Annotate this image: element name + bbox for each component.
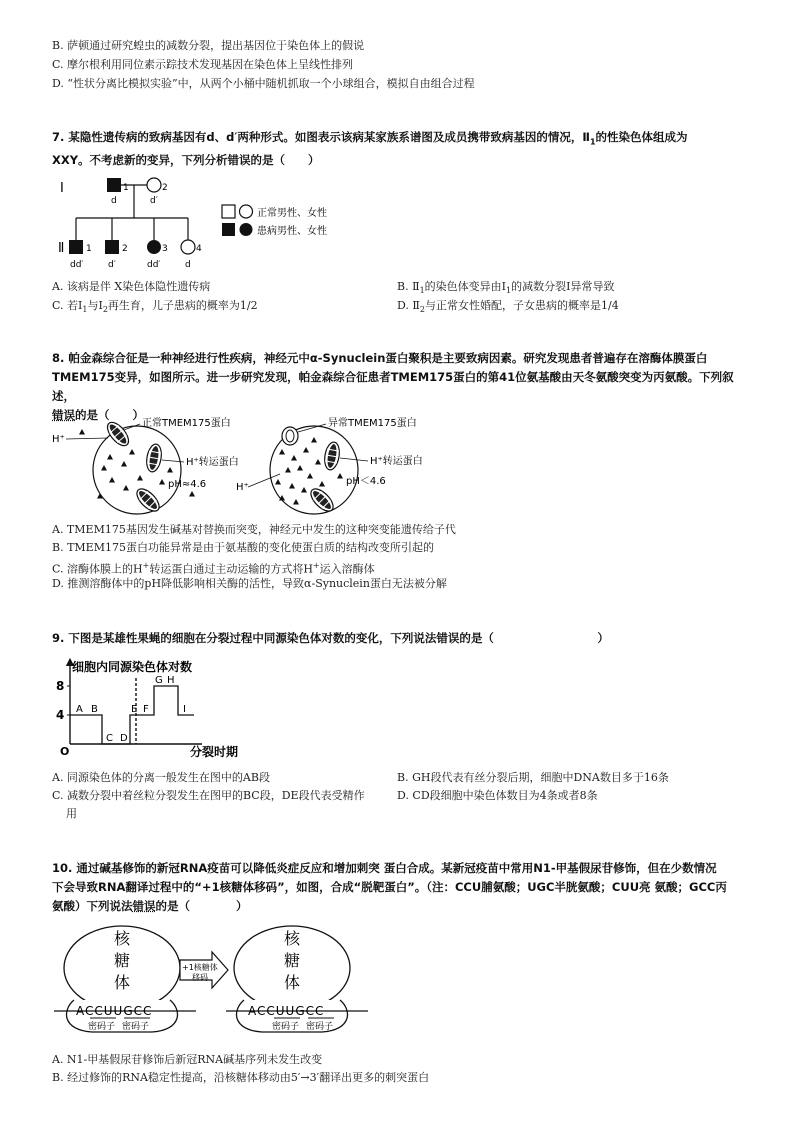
ii1-affected-male [69, 240, 83, 254]
segment-label-G: G [155, 675, 163, 686]
mrna-seq-left: ACCUUGCC [76, 1004, 153, 1018]
prev-option-b: B. 萨顿通过研究蝗虫的减数分裂，提出基因位于染色体上的假说 [52, 39, 365, 52]
h-transporter-label-right: H⁺转运蛋白 [370, 456, 423, 467]
i1-number: 1 [123, 183, 129, 193]
ribo-char-2-right: 糖 [284, 951, 301, 970]
q8-option-b: B. TMEM175蛋白功能异常是由于氨基酸的变化使蛋白质的结构改变所引起的 [52, 541, 434, 554]
gen-label-1: I [60, 181, 64, 196]
i2-normal-female [147, 178, 161, 192]
ii4-number: 4 [196, 244, 202, 254]
arrow-label-2: 移码 [192, 973, 208, 982]
q10-stem-line2: 下会导致RNA翻译过程中的“+1核糖体移码”，如图，合成“脱靶蛋白”。（注：CCU脯氨酸；UGC半胱氨酸；CUU亮 氨酸；GCC丙 [52, 880, 727, 894]
segment-label-B: B [91, 704, 98, 715]
q8-stem-line2: TMEM175变异，如图所示。进一步研究发现，帕金森综合征患者TMEM175蛋白的第41位氨基酸由天冬氨酸突变为丙氨酸。下列叙述， [52, 370, 734, 403]
q10-ribosome-figure [52, 918, 382, 1040]
q9-option-b: B. GH段代表有丝分裂后期，细胞中DNA数目多于16条 [397, 771, 669, 784]
abnormal-tmem175-channel [282, 427, 298, 445]
x-axis-label: 分裂时期 [190, 745, 239, 758]
ribo-char-3-left: 体 [114, 973, 131, 992]
i2-gene: d′ [150, 196, 158, 206]
q8-option-a: A. TMEM175基因发生碱基对替换而突变，神经元中发生的这种突变能遗传给子代 [52, 523, 456, 536]
i1-gene: d [111, 196, 117, 206]
normal-tmem175-label: 正常TMEM175蛋白 [142, 418, 231, 429]
legend-affected-label: 患病男性、女性 [257, 226, 327, 237]
q7-stem-line2: XXY。不考虑新的变异，下列分析错误的是（ ） [52, 153, 320, 168]
q8-option-d: D. 推测溶酶体中的pH降低影响相关酶的活性，导致α-Synuclein蛋白无法被分解 [52, 577, 447, 590]
q10-stem-line3b: 的是（ ） [155, 899, 248, 913]
ribo-char-3-right: 体 [284, 973, 301, 992]
legend-affected-male [222, 223, 235, 236]
y-ticks [56, 679, 70, 722]
segment-labels [76, 675, 186, 744]
q7-stem-part2: 的性染色体组成为 [595, 130, 688, 144]
h-ion-label-right: H⁺ [236, 482, 249, 493]
legend-normal-female [240, 205, 253, 218]
q7-stem-part1: 7. 某隐性遗传病的致病基因有d、d′两种形式。如图表示该病某家族系谱图及成员携带致病基因的情况，Ⅱ [52, 130, 590, 144]
q10-stem [52, 859, 752, 916]
mrna-seq-right: ACCUUGCC [248, 1004, 325, 1018]
q9-option-c-line1: C. 减数分裂中着丝粒分裂发生在图甲的BC段，DE段代表受精作 [52, 789, 365, 802]
q8-stem-line3: 的是（ ） [75, 408, 144, 422]
q9-stem: 9. 下图是某雄性果蝇的细胞在分裂过程中同源染色体对数的变化，下列说法错误的是（ ） [52, 631, 609, 645]
abnormal-tmem175-label: 异常TMEM175蛋白 [328, 418, 417, 429]
q8-stem-error-word: 错误 [52, 408, 75, 422]
segment-label-D: D [120, 733, 128, 744]
origin-label: O [60, 745, 70, 758]
ii1-gene: dd′ [70, 260, 84, 270]
prev-option-c: C. 摩尔根利用同位素示踪技术发现基因在染色体上呈线性排列 [52, 58, 354, 71]
ph-label-right: pH＜4.6 [346, 476, 386, 487]
codon-label-right-2: 密码子 [306, 1022, 334, 1032]
q9-chromosome-chart [52, 658, 272, 758]
legend-normal-label: 正常男性、女性 [257, 208, 327, 219]
ii2-affected-male [105, 240, 119, 254]
ii1-number: 1 [86, 244, 92, 254]
codon-label-left-1: 密码子 [88, 1022, 116, 1032]
ribo-char-1-right: 核 [284, 929, 301, 948]
q7-stem-sub: 1 [589, 137, 596, 147]
q7-option-a: A. 该病是伴 X染色体隐性遗传病 [52, 280, 211, 293]
q9-option-d: D. CD段细胞中染色体数目为4条或者8条 [397, 789, 598, 802]
q8-stem-line1: 8. 帕金森综合征是一种神经进行性疾病，神经元中α-Synuclein蛋白聚积是主要致病因素。研究发现患者普遍存在溶酶体膜蛋白 [52, 351, 708, 365]
segment-label-E: E [131, 704, 138, 715]
q7-option-c: C. 若$Ⅰ_1$与$Ⅰ_2$再生育，儿子患病的概率为1/2 [52, 299, 258, 315]
prev-option-d: D. “性状分离比模拟实验”中，从两个小桶中随机抓取一个小球组合，模拟自由组合过程 [52, 77, 475, 90]
q7-option-b: B. $Ⅱ_1$的染色体变异由$Ⅰ_1$的减数分裂Ⅰ异常导致 [397, 280, 615, 296]
h-ion-label-left: H⁺ [52, 434, 65, 445]
legend-affected-female [240, 223, 253, 236]
q9-option-c-line2: 用 [66, 807, 77, 820]
segment-label-H: H [167, 675, 175, 686]
y-tick-label-8: 8 [56, 679, 65, 693]
q10-stem-line3a: 氨酸）下列说法 [52, 899, 133, 913]
ii3-affected-female [147, 240, 161, 254]
gen-label-2: Ⅱ [58, 241, 65, 256]
segment-label-A: A [76, 704, 83, 715]
q8-lysosome-figure [52, 412, 452, 524]
q10-stem-line1: 10. 通过碱基修饰的新冠RNA疫苗可以降低炎症反应和增加刺突 蛋白合成。某新冠疫苗中常用N1-甲基假尿苷修饰，但在少数情况 [52, 861, 717, 875]
ribo-char-1-left: 核 [114, 929, 131, 948]
i2-number: 2 [162, 183, 168, 193]
chart-series-line [70, 686, 194, 744]
ii2-gene: d′ [108, 260, 116, 270]
y-tick-label-4: 4 [56, 708, 65, 722]
ii4-gene: d [185, 260, 191, 270]
ii4-normal-female [181, 240, 195, 254]
i1-affected-male [107, 178, 121, 192]
ii3-gene: dd′ [147, 260, 161, 270]
segment-label-F: F [143, 704, 149, 715]
h-transporter-label-left: H⁺转运蛋白 [186, 457, 239, 468]
q7-stem [52, 128, 752, 170]
q10-stem-error-word: 错误 [132, 899, 156, 913]
ph-label-left: pH≈4.6 [168, 479, 207, 490]
q10-option-a: A. N1-甲基假尿苷修饰后新冠RNA碱基序列未发生改变 [52, 1053, 323, 1066]
q7-pedigree-figure [52, 170, 352, 275]
codon-label-right-1: 密码子 [272, 1022, 300, 1032]
codon-label-left-2: 密码子 [122, 1022, 150, 1032]
q7-option-d: D. $Ⅱ_2$与正常女性婚配，子女患病的概率是1/4 [397, 299, 619, 315]
ribo-char-2-left: 糖 [114, 951, 131, 970]
ii2-number: 2 [122, 244, 128, 254]
q8-option-c: C. 溶酶体膜上的H+转运蛋白通过主动运输的方式将H+运入溶酶体 [52, 561, 375, 576]
chart-title: 细胞内同源染色体对数 [72, 660, 193, 674]
q10-option-b: B. 经过修饰的RNA稳定性提高，沿核糖体移动由5′→3′翻译出更多的刺突蛋白 [52, 1071, 430, 1084]
q9-option-a: A. 同源染色体的分离一般发生在图中的AB段 [52, 771, 270, 784]
ii3-number: 3 [162, 244, 168, 254]
legend-normal-male [222, 205, 235, 218]
arrow-label-1: +1核糖体 [182, 963, 218, 972]
segment-label-C: C [106, 733, 113, 744]
segment-label-I: I [183, 704, 186, 715]
